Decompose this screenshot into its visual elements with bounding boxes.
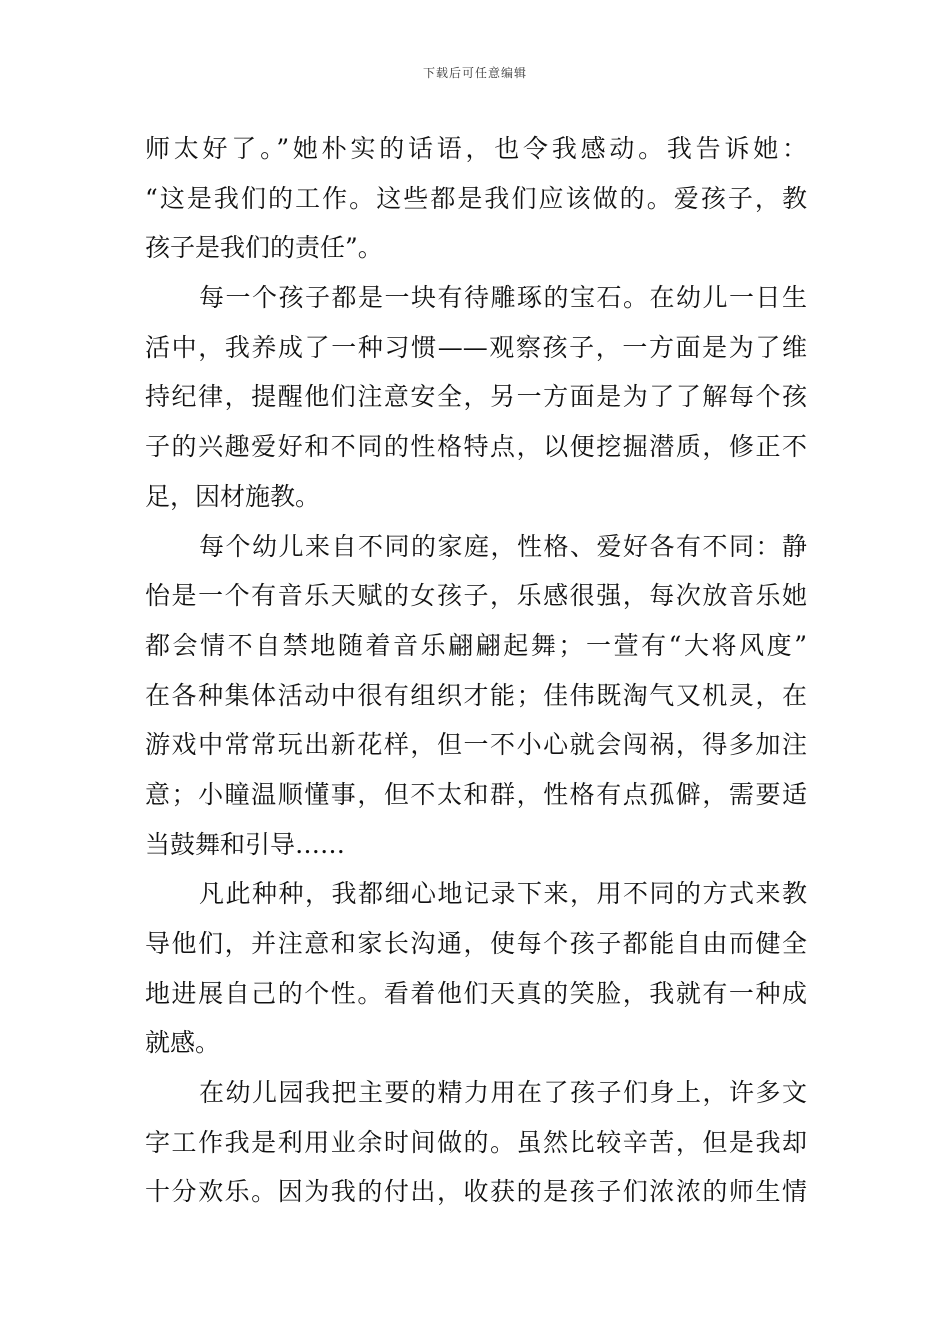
text-line: 子的兴趣爱好和不同的性格特点，以便挖掘潜质，修正不 [145, 432, 807, 462]
text-line: 导他们，并注意和家长沟通，使每个孩子都能自由而健全 [145, 929, 807, 958]
text-line: 都会情不自禁地随着音乐翩翩起舞；一萱有“大将风度” [145, 630, 807, 660]
text-line: 持纪律，提醒他们注意安全，另一方面是为了了解每个孩 [145, 382, 807, 412]
text-line: 活中，我养成了一种习惯——观察孩子，一方面是为了维 [145, 332, 807, 362]
text-line: 怡是一个有音乐天赋的女孩子，乐感很强，每次放音乐她 [145, 581, 807, 611]
paragraph-start-line: 在幼儿园我把主要的精力用在了孩子们身上，许多文 [199, 1078, 807, 1108]
paragraph-end-line: 孩子是我们的责任”。 [145, 233, 383, 263]
text-line: 字工作我是利用业余时间做的。虽然比较辛苦，但是我却 [145, 1127, 807, 1157]
paragraph-start-line: 凡此种种，我都细心地记录下来，用不同的方式来教 [199, 879, 807, 909]
paragraph-end-line: 就感。 [145, 1028, 221, 1058]
text-line: 意；小瞳温顺懂事，但不太和群，性格有点孤僻，需要适 [145, 779, 807, 809]
text-line: “这是我们的工作。这些都是我们应该做的。爱孩子，教 [145, 183, 807, 213]
text-line: 十分欢乐。因为我的付出，收获的是孩子们浓浓的师生情 [145, 1177, 807, 1207]
text-line: 地进展自己的个性。看着他们天真的笑脸，我就有一种成 [145, 978, 807, 1008]
document-body [145, 124, 807, 1217]
page-header: 下载后可任意编辑 [422, 66, 527, 80]
text-line: 游戏中常常玩出新花样，但一不小心就会闯祸，得多加注 [145, 730, 807, 760]
paragraph-end-line: 当鼓舞和引导…… [145, 829, 346, 859]
paragraph-end-line: 足，因材施教。 [145, 481, 321, 511]
text-line: 师太好了。”她朴实的话语，也令我感动。我告诉她： [145, 134, 807, 163]
text-line: 在各种集体活动中很有组织才能；佳伟既淘气又机灵，在 [145, 680, 807, 710]
paragraph-start-line: 每一个孩子都是一块有待雕琢的宝石。在幼儿一日生 [199, 283, 807, 313]
paragraph-start-line: 每个幼儿来自不同的家庭，性格、爱好各有不同：静 [199, 531, 807, 561]
